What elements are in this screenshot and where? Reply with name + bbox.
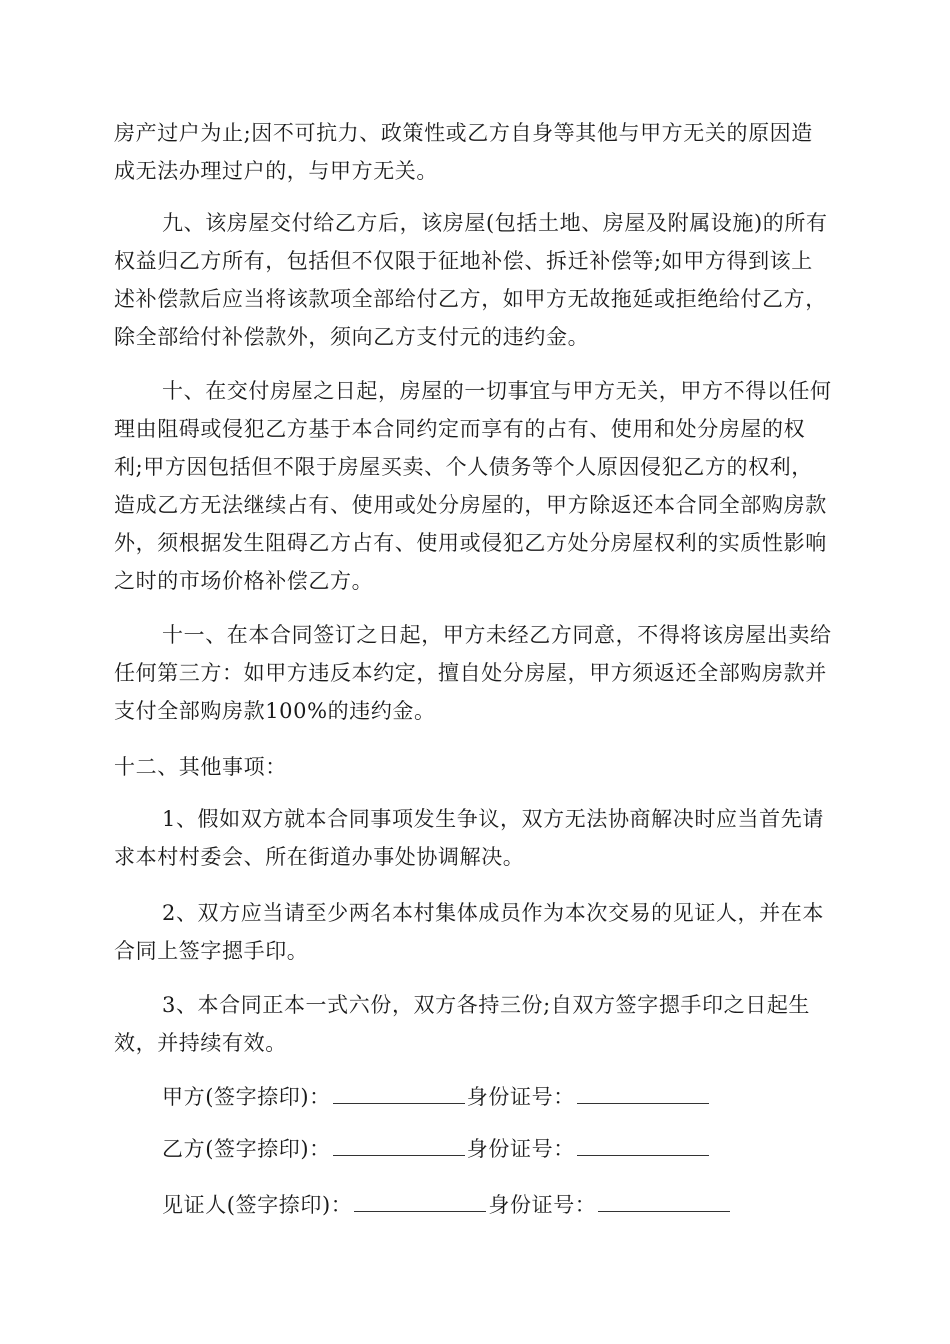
signature-label: 见证人(签字捺印)： — [162, 1193, 353, 1217]
clause-12-heading: 十二、其他事项： — [114, 755, 287, 779]
signature-line-witness — [162, 1190, 732, 1220]
id-number-label: 身份证号： — [466, 1085, 575, 1109]
signature-line-party-b — [162, 1134, 711, 1164]
id-number-label: 身份证号： — [488, 1193, 597, 1217]
signature-blank[interactable] — [333, 1137, 465, 1156]
clause-10: 十、在交付房屋之日起，房屋的一切事宜与甲方无关，甲方不得以任何理由阻碍或侵犯乙方基于本合同约定而享有的占有、使用和处分房屋的权利;甲方因包括但不限于房屋买卖、个人债务等个人原因侵犯乙方的权利，造成乙方无法继续占有、使用或处分房屋的，甲方除返还本合同全部购房款外，须根据发生阻碍乙方占有、使用或侵犯乙方处分房屋权利的实质性影响之时的市场价格补偿乙方。 — [114, 379, 832, 593]
clause-12-item-2: 2、双方应当请至少两名本村集体成员作为本次交易的见证人，并在本合同上签字摁手印。 — [114, 901, 824, 963]
paragraph-continued: 房产过户为止;因不可抗力、政策性或乙方自身等其他与甲方无关的原因造成无法办理过户的，与甲方无关。 — [114, 121, 813, 183]
signature-line-party-a — [162, 1082, 711, 1112]
clause-11: 十一、在本合同签订之日起，甲方未经乙方同意，不得将该房屋出卖给任何第三方：如甲方违反本约定，擅自处分房屋，甲方须返还全部购房款并支付全部购房款100%的违约金。 — [114, 623, 832, 723]
clause-12-item-1: 1、假如双方就本合同事项发生争议，双方无法协商解决时应当首先请求本村村委会、所在街道办事处协调解决。 — [114, 807, 824, 869]
signature-blank[interactable] — [354, 1193, 486, 1212]
id-number-blank[interactable] — [577, 1137, 709, 1156]
signature-label: 甲方(签字捺印)： — [162, 1085, 331, 1109]
id-number-blank[interactable] — [577, 1085, 709, 1104]
signature-label: 乙方(签字捺印)： — [162, 1137, 331, 1161]
id-number-blank[interactable] — [598, 1193, 730, 1212]
clause-9: 九、该房屋交付给乙方后，该房屋(包括土地、房屋及附属设施)的所有权益归乙方所有，包括但不仅限于征地补偿、拆迁补偿等;如甲方得到该上述补偿款后应当将该款项全部给付乙方，如甲方无故拖延或拒绝给付乙方，除全部给付补偿款外，须向乙方支付元的违约金。 — [114, 211, 828, 349]
id-number-label: 身份证号： — [466, 1137, 575, 1161]
signature-blank[interactable] — [333, 1085, 465, 1104]
clause-12-item-3: 3、本合同正本一式六份，双方各持三份;自双方签字摁手印之日起生效，并持续有效。 — [114, 993, 811, 1055]
